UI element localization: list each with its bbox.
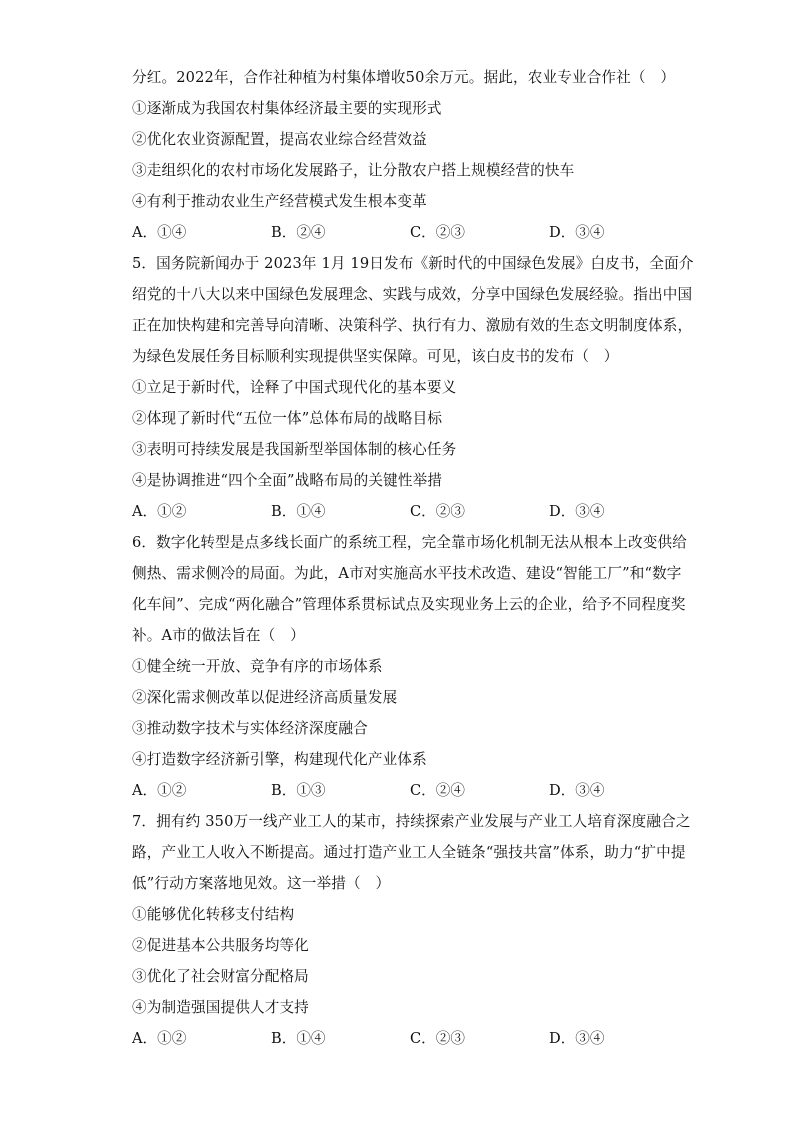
statement-3: ③表明可持续发展是我国新型举国体制的核心任务 [132, 441, 457, 458]
answer-options [132, 1023, 672, 1054]
statement-1: ①逐渐成为我国农村集体经济最主要的实现形式 [132, 100, 442, 117]
question-stem-line: 正在加快构建和完善导向清晰、决策科学、执行有力、激励有效的生态文明制度体系， [132, 317, 693, 334]
question-stem-line: 绍党的十八大以来中国绿色发展理念、实践与成效，分享中国绿色发展经验。指出中国 [132, 286, 693, 303]
question-stem-line: 为绿色发展任务目标顺利实现提供坚实保障。可见，该白皮书的发布（ ） [132, 348, 619, 365]
option-b: B．①③ [271, 782, 326, 799]
question-stem-line: 6．数字化转型是点多线长面广的系统工程，完全靠市场化机制无法从根本上改变供给 [132, 534, 687, 551]
statement-1: ①能够优化转移支付结构 [132, 906, 295, 923]
statement-2: ②优化农业资源配置，提高农业综合经营效益 [132, 131, 427, 148]
statement-4: ④打造数字经济新引擎，构建现代化产业体系 [132, 751, 427, 768]
question-6 [132, 527, 687, 806]
statement-4: ④为制造强国提供人才支持 [132, 999, 309, 1016]
exam-content [132, 62, 694, 1054]
option-d: D．③④ [549, 503, 605, 520]
option-b: B．①④ [271, 503, 326, 520]
option-a: A．①② [132, 782, 187, 799]
question-stem-line: 侧热、需求侧冷的局面。为此，A市对实施高水平技术改造、建设“智能工厂”和“数字 [132, 565, 682, 582]
question-stem-line: 路，产业工人收入不断提高。通过打造产业工人全链条“强技共富”体系，助力“扩中提 [132, 844, 686, 861]
question-stem-line: 5．国务院新闻办于 2023年 1月 19日发布《新时代的中国绿色发展》白皮书，全面介 [132, 255, 694, 272]
option-a: A．①② [132, 1030, 187, 1047]
answer-options [132, 496, 672, 527]
statement-4: ④是协调推进“四个全面”战略布局的关键性举措 [132, 472, 443, 489]
question-stem-line: 7．拥有约 350万一线产业工人的某市，持续探索产业发展与产业工人培育深度融合之 [132, 813, 691, 830]
statement-2: ②深化需求侧改革以促进经济高质量发展 [132, 689, 398, 706]
option-d: D．③④ [549, 224, 605, 241]
statement-3: ③推动数字技术与实体经济深度融合 [132, 720, 368, 737]
option-b: B．②④ [271, 224, 326, 241]
question-4 [132, 62, 676, 248]
question-stem-line: 低”行动方案落地见效。这一举措（ ） [132, 875, 391, 892]
statement-1: ①健全统一开放、竞争有序的市场体系 [132, 658, 383, 675]
question-stem-line: 分红。2022年，合作社种植为村集体增收50余万元。据此，农业专业合作社（ ） [132, 69, 676, 86]
option-a: A．①② [132, 503, 187, 520]
statement-2: ②促进基本公共服务均等化 [132, 937, 309, 954]
statement-1: ①立足于新时代，诠释了中国式现代化的基本要义 [132, 379, 457, 396]
option-b: B．①④ [271, 1030, 326, 1047]
answer-options [132, 775, 672, 806]
option-d: D．③④ [549, 1030, 605, 1047]
question-stem-line: 化车间”、完成“两化融合”管理体系贯标试点及实现业务上云的企业，给予不同程度奖 [132, 596, 686, 613]
statement-4: ④有利于推动农业生产经营模式发生根本变革 [132, 193, 427, 210]
question-7 [132, 806, 691, 1054]
option-c: C．②③ [410, 1030, 465, 1047]
question-stem-line: 补。A市的做法旨在（ ） [132, 627, 305, 644]
answer-options [132, 217, 672, 248]
option-c: C．②③ [410, 503, 465, 520]
statement-3: ③走组织化的农村市场化发展路子，让分散农户搭上规模经营的快车 [132, 162, 575, 179]
option-c: C．②④ [410, 782, 465, 799]
question-5 [132, 248, 694, 527]
option-d: D．③④ [549, 782, 605, 799]
option-a: A．①④ [132, 224, 187, 241]
option-c: C．②③ [410, 224, 465, 241]
statement-3: ③优化了社会财富分配格局 [132, 968, 309, 985]
statement-2: ②体现了新时代“五位一体”总体布局的战略目标 [132, 410, 443, 427]
